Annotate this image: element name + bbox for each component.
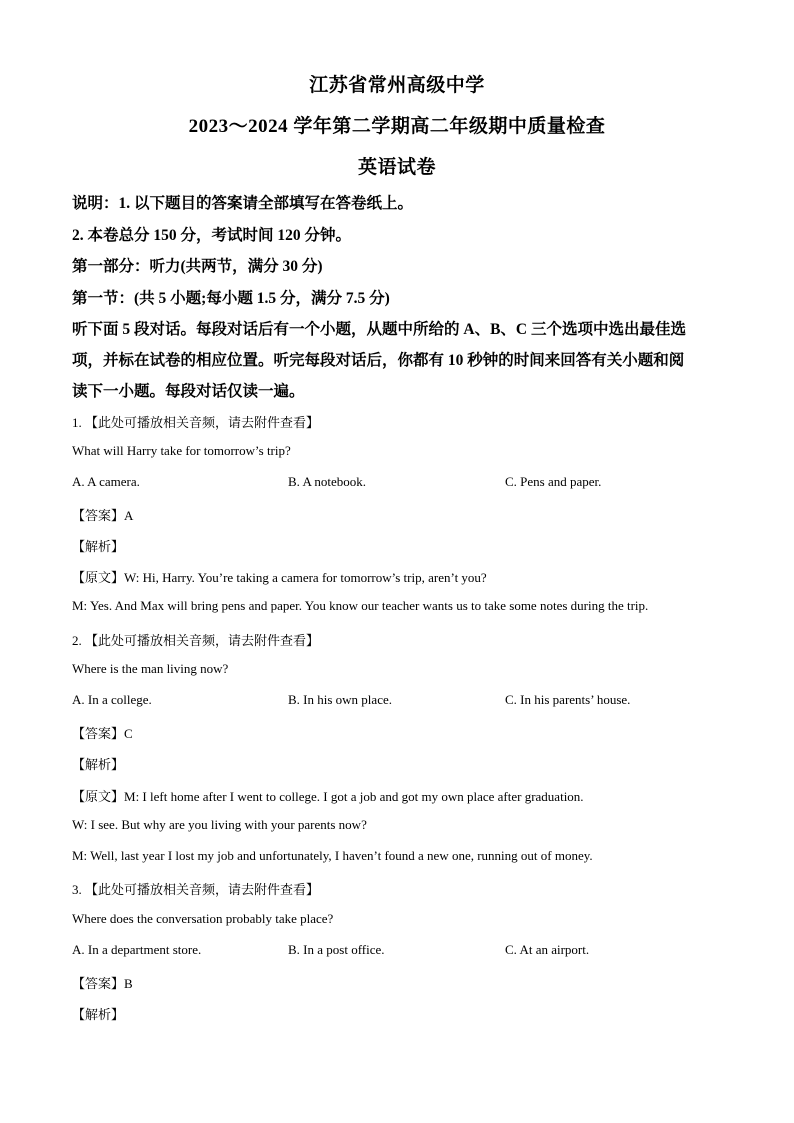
question-1-option-a: A. A camera. bbox=[72, 474, 140, 489]
answer-label: 【答案】 bbox=[72, 976, 125, 991]
question-2-transcript-3: M: Well, last year I lost my job and unfortunately, I haven’t found a new one, running out of money. bbox=[72, 848, 593, 863]
question-2-option-a: A. In a college. bbox=[72, 692, 152, 707]
question-3-option-c: C. At an airport. bbox=[505, 942, 590, 957]
question-2-option-b: B. In his own place. bbox=[288, 692, 392, 707]
directions-line-2: 项，并标在试卷的相应位置。听完每段对话后，你都有 10 秒钟的时间来回答有关小题和阅 bbox=[72, 352, 685, 369]
question-number: 1. bbox=[72, 415, 82, 430]
question-number: 3. bbox=[72, 882, 82, 897]
instruction-note-1: 说明：1. 以下题目的答案请全部填写在答卷纸上。 bbox=[72, 195, 414, 212]
directions-line-3: 读下一小题。每段对话仅读一遍。 bbox=[72, 383, 305, 400]
question-2-transcript-2: W: I see. But why are you living with your parents now? bbox=[72, 817, 367, 832]
question-1-audio bbox=[72, 412, 319, 431]
answer-value: B bbox=[124, 976, 133, 991]
question-number: 2. bbox=[72, 633, 82, 648]
transcript-label: 【原文】 bbox=[72, 789, 125, 804]
question-2-analysis: 【解析】 bbox=[72, 757, 125, 772]
question-1-text: What will Harry take for tomorrow’s trip? bbox=[72, 443, 291, 458]
transcript-label: 【原文】 bbox=[72, 570, 125, 585]
question-3-option-b: B. In a post office. bbox=[288, 942, 385, 957]
school-title: 江苏省常州高级中学 bbox=[309, 75, 485, 96]
question-3-answer bbox=[72, 973, 133, 992]
transcript-text: M: I left home after I went to college. I got a job and got my own place after graduation. bbox=[124, 789, 584, 804]
answer-value: A bbox=[124, 508, 134, 523]
answer-label: 【答案】 bbox=[72, 726, 125, 741]
question-1-analysis: 【解析】 bbox=[72, 539, 125, 554]
transcript-text: W: Hi, Harry. You’re taking a camera for tomorrow’s trip, aren’t you? bbox=[124, 570, 487, 585]
question-2-answer bbox=[72, 723, 133, 742]
question-1-option-b: B. A notebook. bbox=[288, 474, 367, 489]
question-3-audio bbox=[72, 879, 319, 898]
question-3-analysis: 【解析】 bbox=[72, 1007, 125, 1022]
question-1-transcript-1 bbox=[72, 567, 487, 586]
answer-label: 【答案】 bbox=[72, 508, 125, 523]
question-2-option-c: C. In his parents’ house. bbox=[505, 692, 631, 707]
question-3-text: Where does the conversation probably take place? bbox=[72, 911, 334, 926]
directions-line-1: 听下面 5 段对话。每段对话后有一个小题，从题中所给的 A、B、C 三个选项中选出最佳选 bbox=[72, 321, 686, 338]
subject-title: 英语试卷 bbox=[357, 157, 436, 178]
audio-note: 【此处可播放相关音频，请去附件查看】 bbox=[85, 882, 320, 897]
answer-value: C bbox=[124, 726, 133, 741]
term-title: 2023～2024 学年第二学期高二年级期中质量检查 bbox=[188, 116, 606, 137]
question-2-text: Where is the man living now? bbox=[72, 661, 229, 676]
question-1-transcript-2: M: Yes. And Max will bring pens and paper. You know our teacher wants us to take some notes during the trip. bbox=[72, 598, 649, 613]
question-2-audio bbox=[72, 630, 319, 649]
audio-note: 【此处可播放相关音频，请去附件查看】 bbox=[85, 415, 320, 430]
part-one-heading: 第一部分：听力(共两节，满分 30 分) bbox=[72, 258, 323, 275]
instruction-note-2: 2. 本卷总分 150 分，考试时间 120 分钟。 bbox=[72, 227, 352, 244]
question-1-option-c: C. Pens and paper. bbox=[505, 474, 602, 489]
section-one-heading: 第一节：(共 5 小题;每小题 1.5 分，满分 7.5 分) bbox=[72, 290, 390, 307]
question-2-transcript-1 bbox=[72, 786, 584, 805]
question-3-option-a: A. In a department store. bbox=[72, 942, 202, 957]
question-1-answer bbox=[72, 505, 133, 524]
audio-note: 【此处可播放相关音频，请去附件查看】 bbox=[85, 633, 320, 648]
